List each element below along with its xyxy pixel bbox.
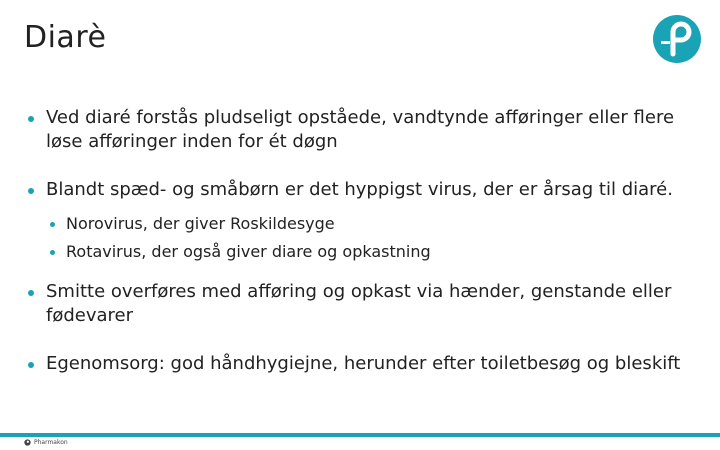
bullet-list: [24, 106, 704, 376]
bullet-text: Egenomsorg: god håndhygiejne, herunder efter toiletbesøg og bleskift: [46, 353, 681, 374]
sub-bullet-dot: [50, 222, 55, 227]
bullet-item: [24, 352, 704, 376]
sub-bullet-dot: [50, 250, 55, 255]
sub-bullet-item: [24, 242, 704, 262]
bottom-accent-bar: [0, 433, 720, 437]
pharmakon-logo-icon: [652, 14, 702, 64]
footer: [24, 439, 68, 446]
bullet-item: [24, 178, 704, 202]
sub-bullet-text: Norovirus, der giver Roskildesyge: [66, 214, 335, 233]
bullet-dot: [28, 362, 34, 368]
bullet-item: [24, 106, 704, 154]
pharmakon-mini-logo-icon: [24, 439, 31, 446]
bullet-dot: [28, 290, 34, 296]
bullet-item: [24, 280, 704, 328]
bullet-dot: [28, 188, 34, 194]
bullet-text: Blandt spæd- og småbørn er det hyppigst virus, der er årsag til diaré.: [46, 179, 673, 200]
bullet-dot: [28, 116, 34, 122]
slide-title: Diarè: [24, 20, 107, 55]
footer-brand: Pharmakon: [34, 439, 68, 446]
bullet-text: Smitte overføres med afføring og opkast via hænder, genstande eller fødevarer: [46, 281, 672, 326]
bullet-text: Ved diaré forstås pludseligt opståede, vandtynde afføringer eller flere løse afføringer inden for ét døgn: [46, 107, 675, 152]
sub-bullet-item: [24, 214, 704, 234]
sub-bullet-text: Rotavirus, der også giver diare og opkastning: [66, 242, 431, 261]
